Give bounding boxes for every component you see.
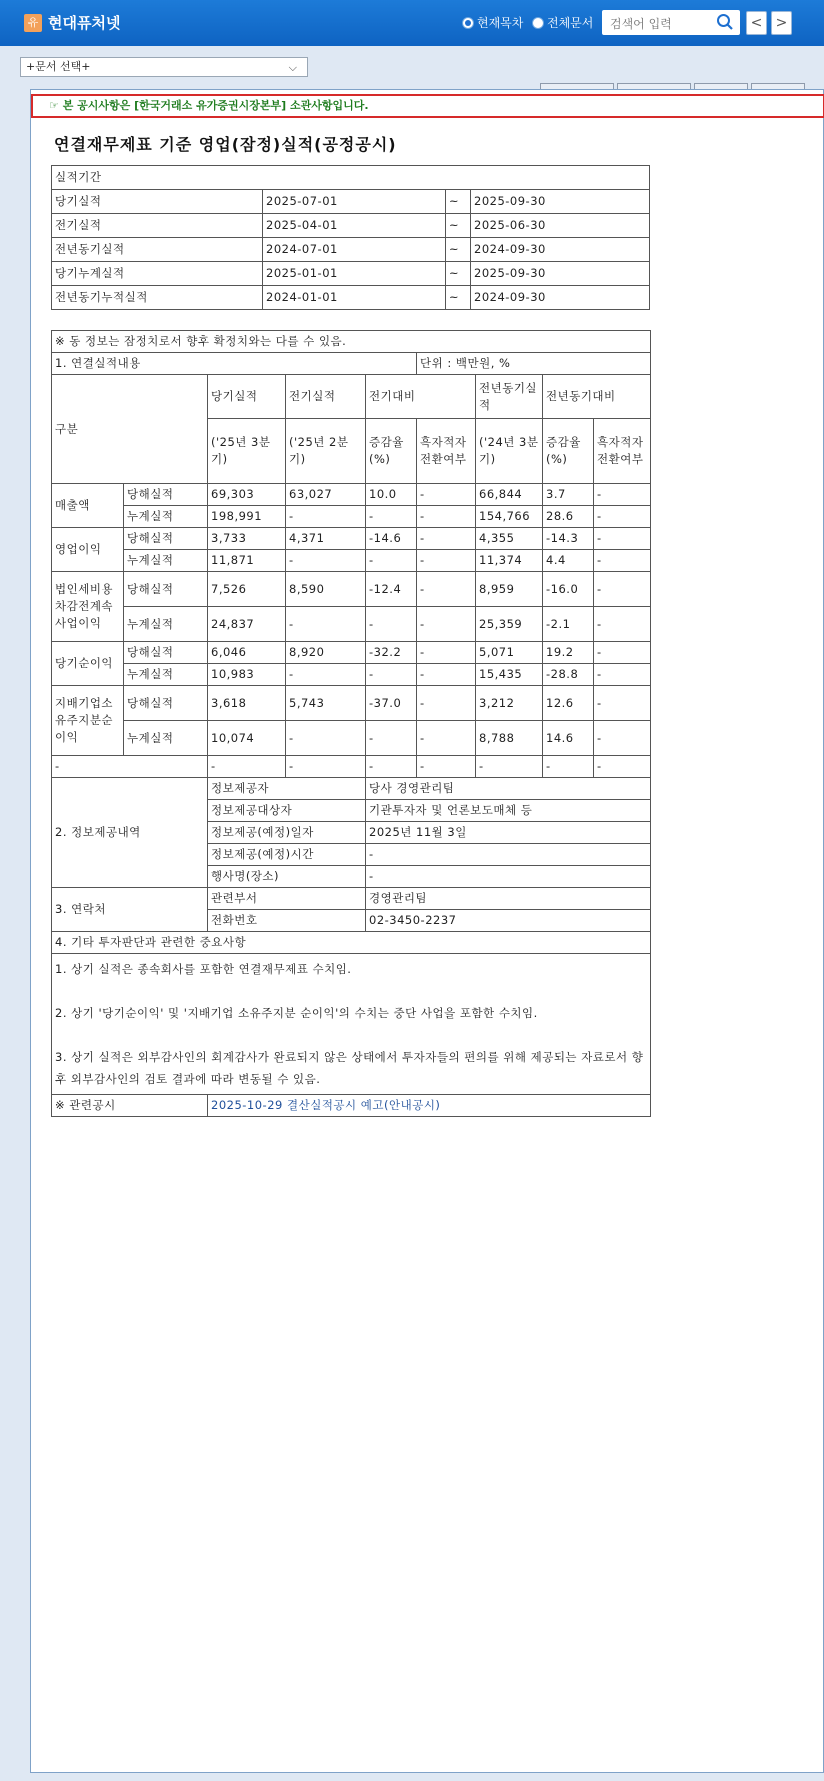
contact-key: 관련부서 [208,888,366,910]
company-logo-icon: 유 [24,14,42,32]
cell: 28.6 [543,506,594,528]
cell: 8,788 [476,721,543,756]
cell: 198,991 [208,506,286,528]
period-to: 2024-09-30 [471,238,650,262]
cell: - [543,756,594,778]
type-label: 누계실적 [124,506,208,528]
info-value: 기관투자자 및 언론보도매체 등 [366,800,651,822]
table-row [52,664,651,686]
cell: 3,212 [476,686,543,721]
cell: - [208,756,286,778]
cell: 4,371 [286,528,366,550]
radio-current-section[interactable] [462,14,523,31]
period-sep: ~ [446,238,471,262]
section-title: 1. 연결실적내용 [52,353,417,375]
cell: 11,871 [208,550,286,572]
cell: 3,618 [208,686,286,721]
jurisdiction-notice: ☞ 본 공시사항은 [한국거래소 유가증권시장본부] 소관사항입니다. [31,94,824,118]
info-value: - [366,866,651,888]
cell: - [286,550,366,572]
cell: 4.4 [543,550,594,572]
table-row [52,238,650,262]
period-label: 전년동기실적 [52,238,263,262]
radio-whole-document[interactable] [532,14,593,31]
cell: 3.7 [543,484,594,506]
cell: 6,046 [208,642,286,664]
cell: 4,355 [476,528,543,550]
type-label: 누계실적 [124,550,208,572]
section-title: 3. 연락처 [52,888,208,932]
cell: - [417,528,476,550]
cell: - [286,506,366,528]
period-from: 2025-04-01 [263,214,446,238]
cell: 8,959 [476,572,543,607]
cell: 12.6 [543,686,594,721]
cell: - [286,664,366,686]
item-label: 지배기업소유주지분순이익 [52,686,124,756]
cell: - [594,528,651,550]
cell: 11,374 [476,550,543,572]
table-row [52,190,650,214]
cell: - [417,506,476,528]
section-title: 4. 기타 투자판단과 관련한 중요사항 [52,932,651,954]
cell: - [286,756,366,778]
table-row [52,607,651,642]
cell: 8,920 [286,642,366,664]
cell: 3,733 [208,528,286,550]
table-row [52,642,651,664]
cell: - [594,506,651,528]
period-to: 2024-09-30 [471,286,650,310]
cell: - [417,607,476,642]
table-row [52,721,651,756]
type-label: 누계실적 [124,607,208,642]
period-to: 2025-09-30 [471,262,650,286]
radio-all-label: 전체문서 [547,16,594,30]
item-label: 매출액 [52,484,124,528]
info-value: - [366,844,651,866]
cell: 69,303 [208,484,286,506]
info-value: 2025년 11월 3일 [366,822,651,844]
period-to: 2025-09-30 [471,190,650,214]
contact-value: 경영관리팀 [366,888,651,910]
cell: - [417,756,476,778]
sub-current-quarter: ('25년 3분기) [208,419,286,484]
info-key: 행사명(장소) [208,866,366,888]
cell: - [366,756,417,778]
cell: - [594,686,651,721]
cell: -32.2 [366,642,417,664]
cell: - [417,484,476,506]
cell: 154,766 [476,506,543,528]
cell: -16.0 [543,572,594,607]
radio-current-label: 현재목차 [477,16,524,30]
cell: - [417,550,476,572]
info-key: 정보제공(예정)일자 [208,822,366,844]
cell: 24,837 [208,607,286,642]
period-to: 2025-06-30 [471,214,650,238]
notes-cell [52,954,651,1095]
table-row [52,484,651,506]
period-from: 2025-07-01 [263,190,446,214]
cell: - [366,550,417,572]
cell: - [594,484,651,506]
table-row [52,262,650,286]
sub-rate: 증감율(%) [366,419,417,484]
cell: - [476,756,543,778]
cell: - [594,572,651,607]
cell: - [594,642,651,664]
type-label: 누계실적 [124,721,208,756]
unit-label: 단위 : 백만원, % [417,353,651,375]
item-label: 당기순이익 [52,642,124,686]
table-row [52,286,650,310]
cell: - [286,721,366,756]
cell: -2.1 [543,607,594,642]
table-row [52,572,651,607]
info-key: 정보제공대상자 [208,800,366,822]
cell: 10,983 [208,664,286,686]
cell: -12.4 [366,572,417,607]
cell: - [52,756,208,778]
header-yoy: 전년동기실적 [476,375,543,419]
period-sep: ~ [446,262,471,286]
cell: 10,074 [208,721,286,756]
header-vs-yoy: 전년동기대비 [543,375,651,419]
document-viewer [30,89,824,1773]
table-row [52,506,651,528]
note-paragraph: 3. 상기 실적은 외부감사인의 회계감사가 완료되지 않은 상태에서 투자자들의 편의를 위해 제공되는 자료로서 향후 외부감사인의 검토 결과에 따라 변동될 수 있음. [55,1050,644,1086]
header-category: 구분 [52,375,208,484]
cell: - [417,642,476,664]
period-label: 전년동기누적실적 [52,286,263,310]
radio-selected-icon[interactable] [462,17,474,29]
sub-yoy-quarter: ('24년 3분기) [476,419,543,484]
top-bar [0,0,824,46]
cell: 15,435 [476,664,543,686]
info-value: 당사 경영관리팀 [366,778,651,800]
cell: - [366,721,417,756]
header-current: 당기실적 [208,375,286,419]
results-table [51,330,651,1117]
table-row [52,528,651,550]
cell: 5,071 [476,642,543,664]
cell: -37.0 [366,686,417,721]
cell: 10.0 [366,484,417,506]
period-header: 실적기간 [52,166,650,190]
company-name: 현대퓨처넷 [48,14,121,32]
cell: 19.2 [543,642,594,664]
cell: - [417,664,476,686]
cell: - [417,721,476,756]
cell: - [594,607,651,642]
radio-unselected-icon[interactable] [532,17,544,29]
header-previous: 전기실적 [286,375,366,419]
cell: 63,027 [286,484,366,506]
document-select-value: +문서 선택+ [26,60,91,73]
period-from: 2024-07-01 [263,238,446,262]
type-label: 당해실적 [124,528,208,550]
type-label: 당해실적 [124,572,208,607]
type-label: 당해실적 [124,484,208,506]
period-from: 2025-01-01 [263,262,446,286]
info-key: 정보제공자 [208,778,366,800]
cell: 14.6 [543,721,594,756]
info-key: 정보제공(예정)시간 [208,844,366,866]
type-label: 당해실적 [124,642,208,664]
table-row [52,756,651,778]
period-sep: ~ [446,286,471,310]
period-from: 2024-01-01 [263,286,446,310]
cell: - [366,664,417,686]
cell: 66,844 [476,484,543,506]
search-input[interactable] [608,12,716,35]
sub-rate: 증감율(%) [543,419,594,484]
period-table [51,165,650,310]
prev-button[interactable]: < [746,11,767,35]
type-label: 누계실적 [124,664,208,686]
cell: - [417,686,476,721]
cell: -28.8 [543,664,594,686]
next-button[interactable]: > [771,11,792,35]
cell: - [417,572,476,607]
cell: -14.6 [366,528,417,550]
disclaimer: ※ 동 정보는 잠정치로서 향후 확정치와는 다를 수 있음. [52,331,651,353]
item-label: 영업이익 [52,528,124,572]
cell: - [594,721,651,756]
period-label: 전기실적 [52,214,263,238]
period-label: 당기실적 [52,190,263,214]
cell: 8,590 [286,572,366,607]
sub-turnaround: 흑자적자전환여부 [417,419,476,484]
type-label: 당해실적 [124,686,208,721]
table-row [52,214,650,238]
sub-turnaround: 흑자적자전환여부 [594,419,651,484]
cell: - [594,550,651,572]
contact-key: 전화번호 [208,910,366,932]
cell: - [594,756,651,778]
period-sep: ~ [446,190,471,214]
page-title: 연결재무제표 기준 영업(잠정)실적(공정공시) [54,135,397,154]
table-row [52,550,651,572]
note-paragraph: 1. 상기 실적은 종속회사를 포함한 연결재무제표 수치임. [55,962,352,976]
table-row [52,686,651,721]
search-box [602,10,740,35]
cell: 5,743 [286,686,366,721]
cell: - [286,607,366,642]
cell: -14.3 [543,528,594,550]
period-label: 당기누계실적 [52,262,263,286]
search-icon[interactable] [716,13,734,31]
cell: 7,526 [208,572,286,607]
cell: 25,359 [476,607,543,642]
cell: - [366,506,417,528]
related-disclosure-link[interactable]: 2025-10-29 결산실적공시 예고(안내공시) [208,1095,651,1117]
related-label: ※ 관련공시 [52,1095,208,1117]
section-title: 2. 정보제공내역 [52,778,208,888]
document-select[interactable] [20,57,308,77]
sub-previous-quarter: ('25년 2분기) [286,419,366,484]
chevron-down-icon: ⌵ [288,61,297,74]
contact-value: 02-3450-2237 [366,910,651,932]
header-vs-previous: 전기대비 [366,375,476,419]
cell: - [366,607,417,642]
item-label: 법인세비용차감전계속사업이익 [52,572,124,642]
period-sep: ~ [446,214,471,238]
note-paragraph: 2. 상기 '당기순이익' 및 '지배기업 소유주지분 순이익'의 수치는 중단 사업을 포함한 수치임. [55,1006,538,1020]
cell: - [594,664,651,686]
